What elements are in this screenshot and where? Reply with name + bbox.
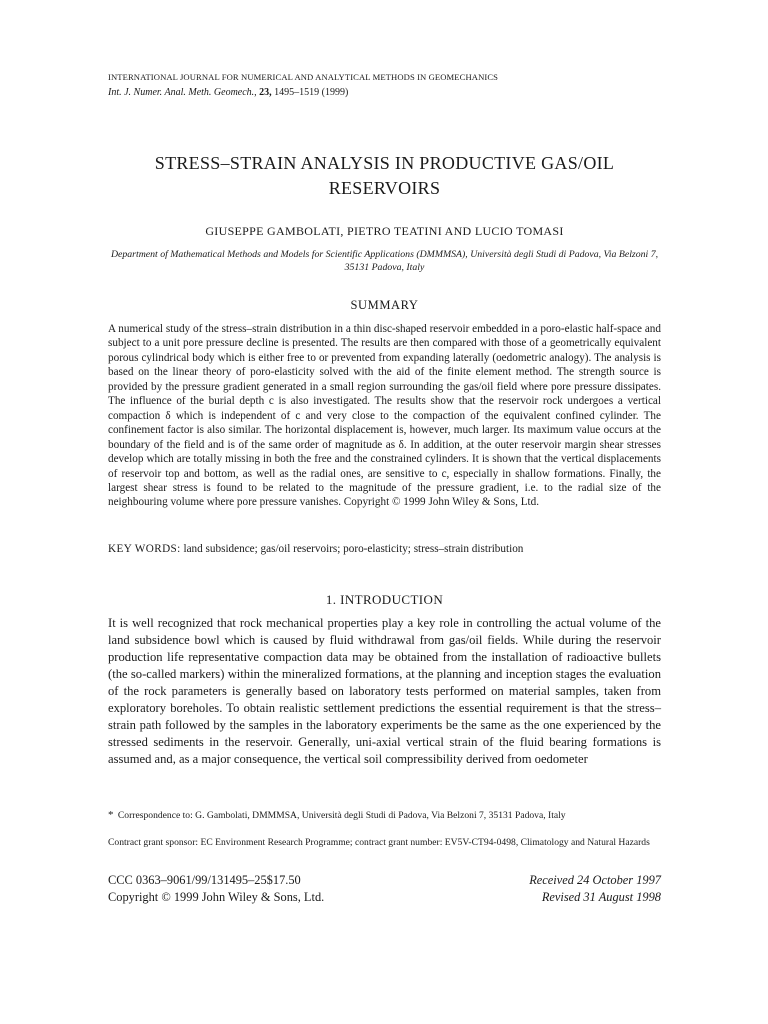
keywords-text: land subsidence; gas/oil reservoirs; poro-elasticity; stress–strain distribution: [183, 543, 524, 555]
summary-heading: SUMMARY: [350, 298, 419, 312]
submission-dates: [460, 872, 661, 906]
section-heading-introduction: 1. INTRODUCTION: [325, 592, 444, 607]
correspondence-footnote: [108, 809, 661, 821]
author-list: GIUSEPPE GAMBOLATI, PIETRO TEATINI AND LUCIO TOMASI: [205, 224, 564, 238]
copyright-line: Copyright © 1999 John Wiley & Sons, Ltd.: [108, 890, 325, 904]
citation-line: [108, 87, 348, 98]
introduction-text: It is well recognized that rock mechanical properties play a key role in controlling the actual volume of the land subsidence bowl which is caused by fluid withdrawal from gas/oil fields. While during the reservoir production life representative compaction data may be obtained from the installation of radioactive bullets (the so-called markers) within the mineralized formations, at the planning and inception stages the evaluation of the rock parameters is generally based on laboratory tests performed on material samples, taken from exploratory boreholes. To obtain realistic settlement predictions the essential requirement is that the stress–strain path followed by the samples in the laboratory experiments be the same as the one experienced by the stressed sediments in the reservoir. Generally, uni-axial vertical strain of the fluid bearing formations is assumed and, as a major consequence, the vertical soil compressibility derived from oedometer: [108, 616, 661, 767]
correspondence-text: Correspondence to: G. Gambolati, DMMMSA, Università degli Studi di Padova, Via Belzoni 7, 35131 Padova, Italy: [117, 810, 566, 821]
keywords: [108, 543, 661, 555]
citation-journal: Int. J. Numer. Anal. Meth. Geomech.,: [108, 87, 257, 98]
citation-pages: 1495–1519 (1999): [274, 87, 349, 98]
grant-footnote: Contract grant sponsor: EC Environment Research Programme; contract grant number: EV5V-CT94-0498, Climatology and Natural Hazards: [108, 837, 650, 848]
ccc-code: CCC 0363–9061/99/131495–25$17.50: [108, 873, 301, 887]
abstract-text: A numerical study of the stress–strain distribution in a thin disc-shaped reservoir embedded in a poro-elastic half-space and subject to a unit pore pressure decline is presented. The results are then compared with those of a geometrically equivalent porous cylindrical body which is either free to or prevented from expanding laterally (oedometric analogy). The analysis is based on the linear theory of poro-elasticity solved with the aid of the finite element method. The strength source is provided by the pressure gradient generated in a small region surrounding the gas/oil field where pore pressure dissipates. The influence of the burial depth c is also investigated. The results show that the reservoir rock undergoes a vertical compaction δ which is independent of c and very close to the compaction of the equivalent confined cylinder. The confinement factor is also similar. The horizontal displacement is, however, much larger. Its maximum value occurs at the boundary of the field and is of the same order of magnitude as δ. In addition, at the outer reservoir margin shear stresses develop which are totally missing in both the free and the constrained cylinders. It is shown that the vertical displacements of reservoir top and bottom, as well as the radial ones, are sensitive to c, especially in shallow formations. Finally, the largest shear stress is found to be related to the magnitude of the pressure gradient, i.e. to the radial size of the neighbouring volume where pore pressure vanishes. Copyright © 1999 John Wiley & Sons, Ltd.: [108, 323, 661, 509]
publication-codes: [108, 872, 324, 906]
keywords-label: KEY WORDS:: [108, 543, 181, 555]
footnote-star: *: [108, 809, 114, 821]
received-date: Received 24 October 1997: [529, 873, 661, 887]
journal-name: INTERNATIONAL JOURNAL FOR NUMERICAL AND ANALYTICAL METHODS IN GEOMECHANICS: [108, 72, 499, 82]
revised-date: Revised 31 August 1998: [541, 890, 661, 904]
affiliation: Department of Mathematical Methods and Models for Scientific Applications (DMMMSA), Università degli Studi di Padova, Via Belzoni 7, 35131 Padova, Italy: [110, 249, 659, 273]
paper-title: STRESS–STRAIN ANALYSIS IN PRODUCTIVE GAS/OIL RESERVOIRS: [154, 153, 615, 198]
citation-volume: 23,: [259, 87, 272, 98]
